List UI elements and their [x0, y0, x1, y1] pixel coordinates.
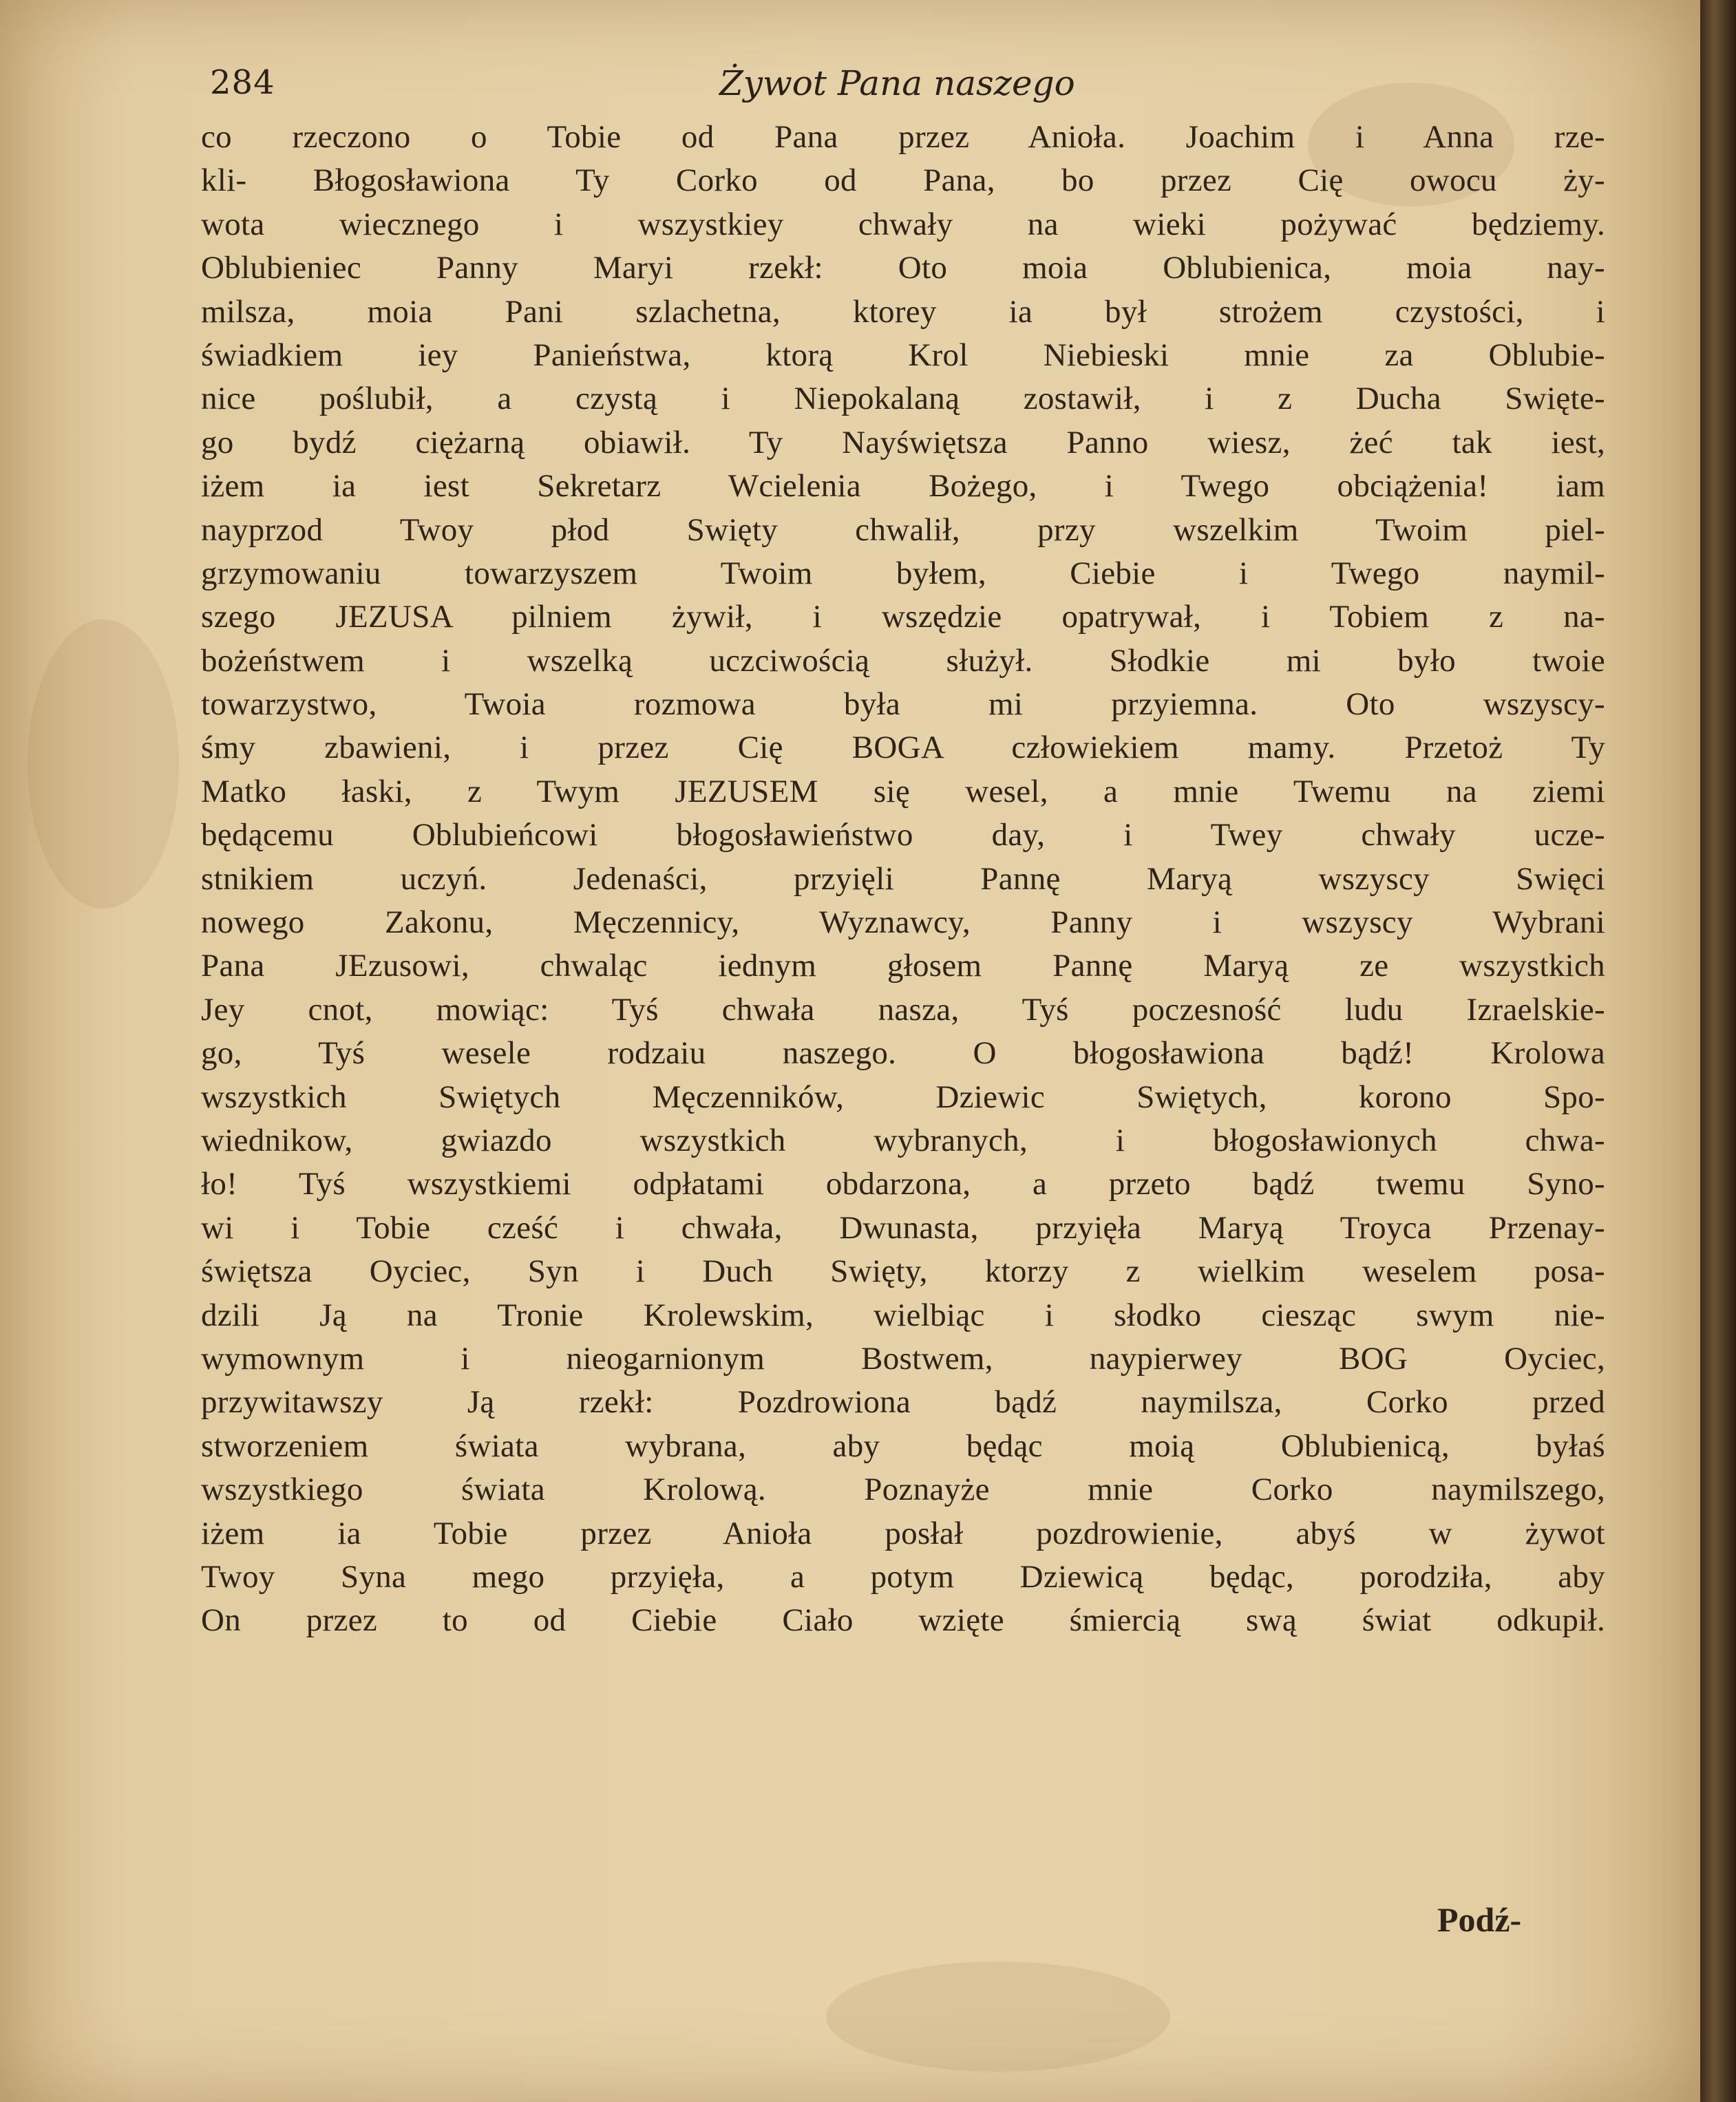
- text-line: kli- Błogosławiona Ty Corko od Pana, bo przez Cię owocu ży-: [201, 162, 1605, 199]
- text-line: Matko łaski, z Twym JEZUSEM się wesel, a mnie Twemu na ziemi: [201, 773, 1605, 809]
- text-line: Pana JEzusowi, chwaląc iednym głosem Pannę Maryą ze wszystkich: [201, 948, 1605, 984]
- text-line: co rzeczono o Tobie od Pana przez Anioła. Joachim i Anna rze-: [201, 119, 1605, 155]
- text-line: wiednikow, gwiazdo wszystkich wybranych, i błogosławionych chwa-: [201, 1122, 1605, 1158]
- catchword: Podź-: [1437, 1900, 1522, 1939]
- text-line: milsza, moia Pani szlachetna, ktorey ia był strożem czystości, i: [201, 293, 1605, 330]
- text-line: dzili Ją na Tronie Krolewskim, wielbiąc i słodko ciesząc swym nie-: [201, 1297, 1605, 1333]
- page-header: [210, 63, 1621, 112]
- running-head: Żywot Pana naszego: [719, 63, 1075, 103]
- page-number: 284: [210, 63, 275, 102]
- text-line: ło! Tyś wszystkiemi odpłatami obdarzona, a przeto bądź twemu Syno-: [201, 1166, 1605, 1202]
- text-line: wota wiecznego i wszystkiey chwały na wieki pożywać będziemy.: [201, 206, 1605, 242]
- text-line: śmy zbawieni, i przez Cię BOGA człowiekiem mamy. Przetoż Ty: [201, 730, 1605, 766]
- text-line: iżem ia iest Sekretarz Wcielenia Bożego, i Twego obciążenia! iam: [201, 468, 1605, 505]
- book-gutter: [1700, 0, 1736, 2102]
- text-line: stworzeniem świata wybrana, aby będąc moią Oblubienicą, byłaś: [201, 1427, 1605, 1464]
- text-line: go, Tyś wesele rodzaiu naszego. O błogosławiona bądź! Krolowa: [201, 1035, 1605, 1072]
- paper-stain: [826, 1962, 1170, 2072]
- text-line: wi i Tobie cześć i chwała, Dwunasta, przyięła Maryą Troyca Przenay-: [201, 1209, 1605, 1246]
- text-line: iżem ia Tobie przez Anioła posłał pozdrowienie, abyś w żywot: [201, 1515, 1605, 1551]
- text-line: wymownym i nieogarnionym Bostwem, naypierwey BOG Oyciec,: [201, 1340, 1605, 1377]
- body-text: [201, 116, 1605, 1643]
- text-line: bożeństwem i wszelką uczciwością służył. Słodkie mi było twoie: [201, 642, 1605, 679]
- text-line: Oblubieniec Panny Maryi rzekł: Oto moia Oblubienica, moia nay-: [201, 250, 1605, 286]
- text-line: będącemu Oblubieńcowi błogosławieństwo day, i Twey chwały ucze-: [201, 817, 1605, 853]
- text-line: towarzystwo, Twoia rozmowa była mi przyiemna. Oto wszyscy-: [201, 686, 1605, 723]
- text-line: nice poślubił, a czystą i Niepokalaną zostawił, i z Ducha Swięte-: [201, 381, 1605, 417]
- text-line: On przez to od Ciebie Ciało wzięte śmiercią swą świat odkupił.: [201, 1602, 1605, 1639]
- text-line: przywitawszy Ją rzekł: Pozdrowiona bądź naymilsza, Corko przed: [201, 1384, 1605, 1421]
- text-line: nayprzod Twoy płod Swięty chwalił, przy wszelkim Twoim piel-: [201, 511, 1605, 548]
- paper-stain: [28, 619, 179, 909]
- text-line: wszystkich Swiętych Męczenników, Dziewic Swiętych, korono Spo-: [201, 1079, 1605, 1115]
- text-line: stnikiem uczyń. Jedenaści, przyięli Pannę Maryą wszyscy Swięci: [201, 860, 1605, 897]
- text-line: świętsza Oyciec, Syn i Duch Swięty, ktorzy z wielkim weselem posa-: [201, 1253, 1605, 1290]
- text-line: Twoy Syna mego przyięła, a potym Dziewicą będąc, porodziła, aby: [201, 1558, 1605, 1595]
- text-line: grzymowaniu towarzyszem Twoim byłem, Ciebie i Twego naymil-: [201, 555, 1605, 591]
- text-line: nowego Zakonu, Męczennicy, Wyznawcy, Panny i wszyscy Wybrani: [201, 904, 1605, 941]
- text-line: Jey cnot, mowiąc: Tyś chwała nasza, Tyś poczesność ludu Izraelskie-: [201, 991, 1605, 1028]
- text-line: świadkiem iey Panieństwa, ktorą Krol Niebieski mnie za Oblubie-: [201, 337, 1605, 373]
- text-line: wszystkiego świata Krolową. Poznayże mnie Corko naymilszego,: [201, 1472, 1605, 1508]
- text-line: go bydź ciężarną obiawił. Ty Nayświętsza Panno wiesz, żeć tak iest,: [201, 424, 1605, 460]
- text-line: szego JEZUSA pilniem żywił, i wszędzie opatrywał, i Tobiem z na-: [201, 599, 1605, 635]
